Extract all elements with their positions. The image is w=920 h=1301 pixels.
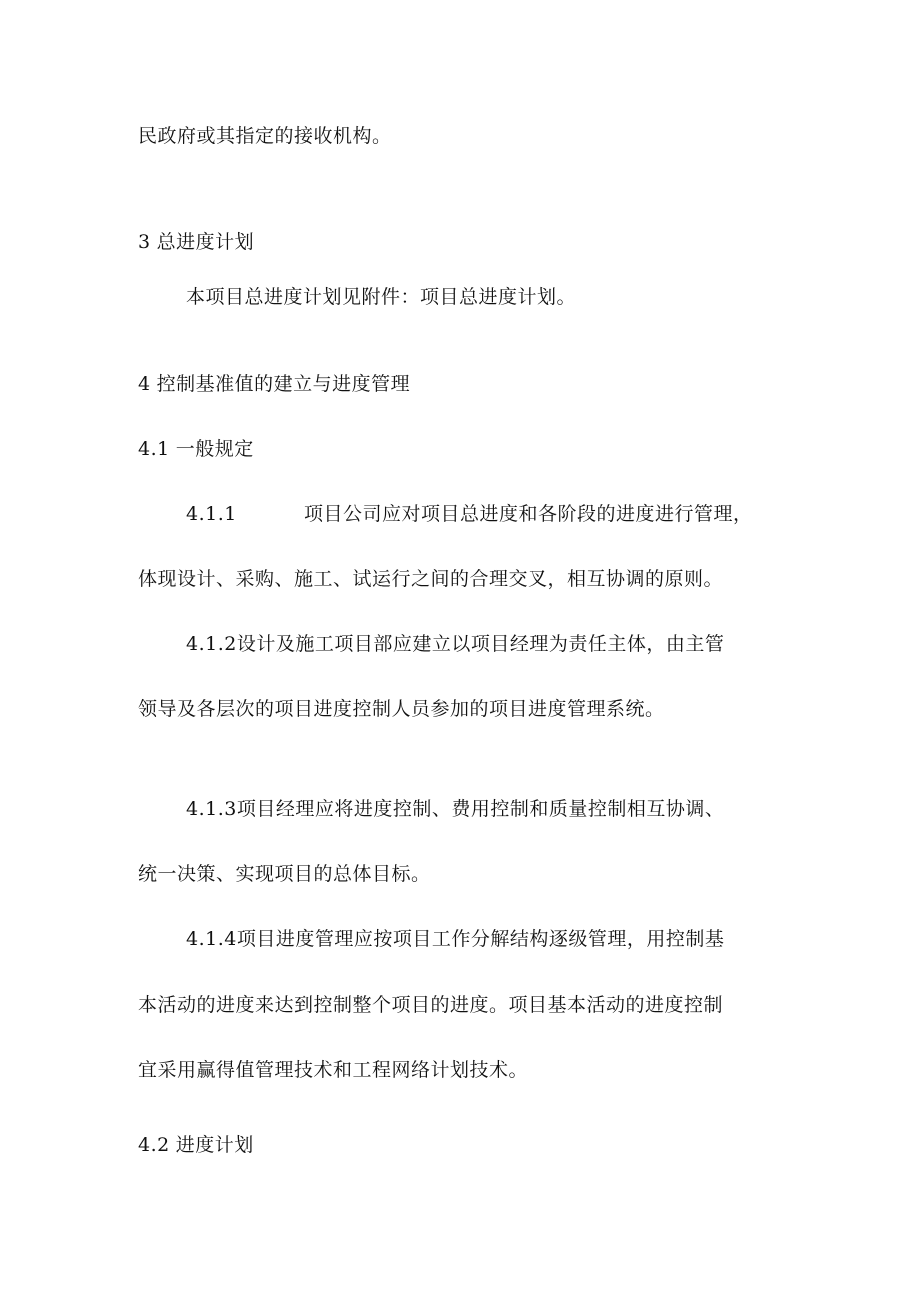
section-heading-4-1: [138, 437, 254, 461]
paragraph-line: 领导及各层次的项目进度控制人员参加的项目进度管理系统。: [138, 698, 665, 720]
paragraph-line: 本活动的进度来达到控制整个项目的进度。项目基本活动的进度控制: [138, 994, 724, 1016]
section-number: 4: [138, 373, 151, 395]
paragraph-line: 体现设计、采购、施工、试运行之间的合理交叉，相互协调的原则。: [138, 568, 724, 590]
clause-4-1-2: 4.1.2设计及施工项目部应建立以项目经理为责任主体，由主管: [186, 633, 725, 655]
clause-text: 项目公司应对项目总进度和各阶段的进度进行管理，: [304, 503, 753, 525]
clause-4-1-4: 4.1.4项目进度管理应按项目工作分解结构逐级管理，用控制基: [186, 928, 725, 950]
section-heading-3: [138, 230, 254, 254]
clause-4-1-3: 4.1.3项目经理应将进度控制、费用控制和质量控制相互协调、: [186, 798, 725, 820]
section-number: 3: [138, 231, 151, 253]
paragraph-line: 统一决策、实现项目的总体目标。: [138, 863, 431, 885]
section-number: 4.1: [138, 438, 170, 460]
section-title: 总进度计划: [156, 231, 255, 253]
section-number: 4.2: [138, 1134, 170, 1156]
paragraph-line: 本项目总进度计划见附件：项目总进度计划。: [186, 286, 577, 308]
section-heading-4: [138, 372, 410, 396]
section-title: 一般规定: [175, 438, 254, 460]
paragraph-line: 宜采用赢得值管理技术和工程网络计划技术。: [138, 1059, 529, 1081]
section-title: 控制基准值的建立与进度管理: [156, 373, 411, 395]
paragraph-line: 民政府或其指定的接收机构。: [138, 125, 392, 147]
section-heading-4-2: [138, 1133, 254, 1157]
clause-number: 4.1.1: [186, 503, 237, 525]
clause-4-1-1: [186, 502, 753, 526]
section-title: 进度计划: [175, 1134, 254, 1156]
